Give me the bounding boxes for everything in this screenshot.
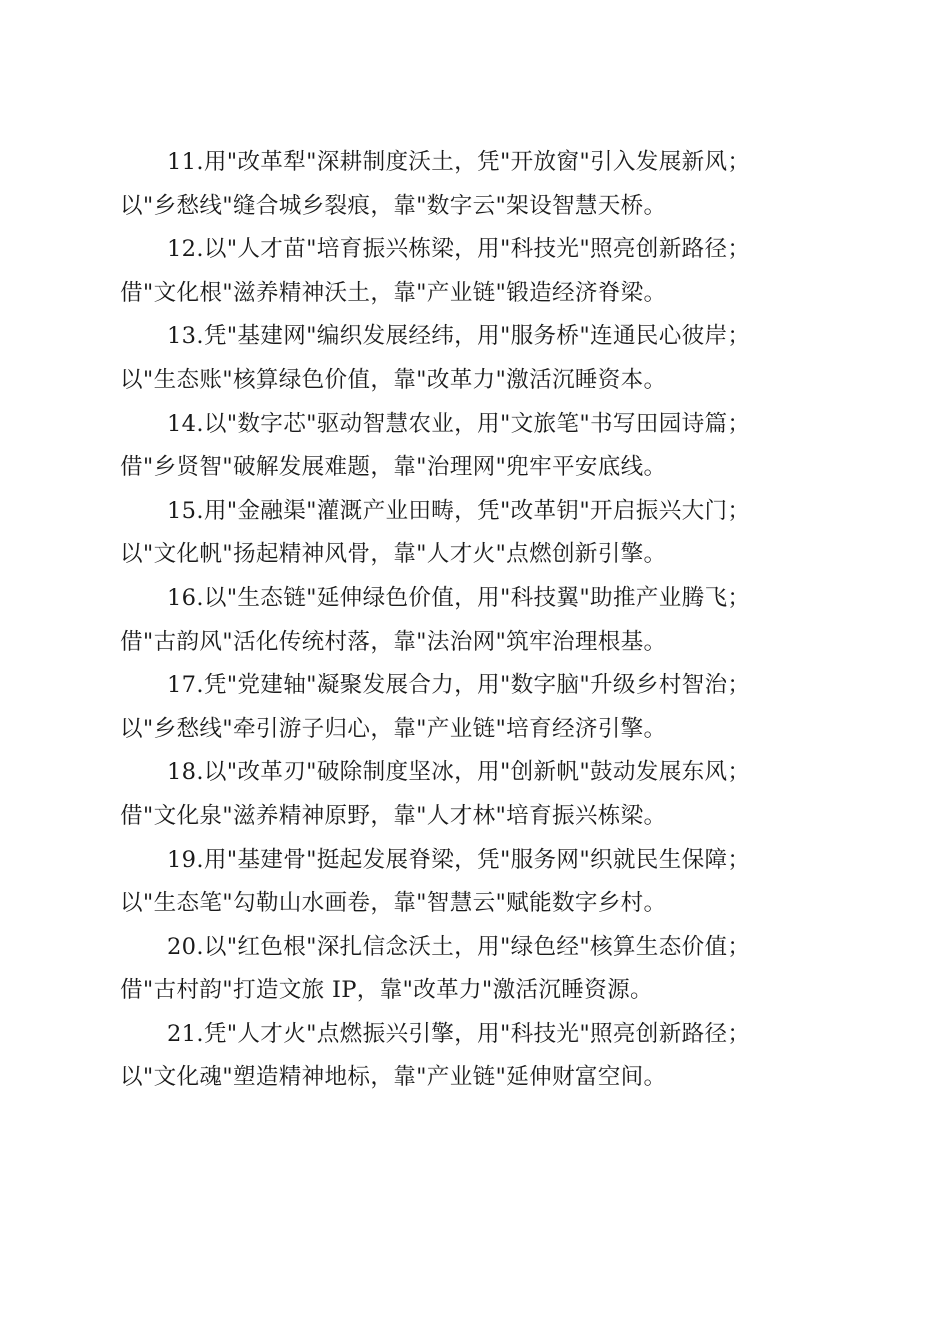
paragraph-line: 借"文化泉"滋养精神原野，靠"人才林"培育振兴栋梁。 xyxy=(120,802,667,829)
paragraph-11 xyxy=(120,141,832,228)
paragraph-17 xyxy=(120,664,832,751)
paragraph-13 xyxy=(120,315,832,402)
paragraph-12 xyxy=(120,228,832,315)
document-body xyxy=(120,141,832,1100)
paragraph-14 xyxy=(120,403,832,490)
paragraph-line: 借"古村韵"打造文旅 IP，靠"改革力"激活沉睡资源。 xyxy=(120,977,653,1004)
paragraph-19 xyxy=(120,839,832,926)
paragraph-line: 15.用"金融渠"灌溉产业田畴，凭"改革钥"开启振兴大门； xyxy=(167,497,751,524)
paragraph-line: 16.以"生态链"延伸绿色价值，用"科技翼"助推产业腾飞； xyxy=(167,584,751,611)
paragraph-line: 以"乡愁线"缝合城乡裂痕，靠"数字云"架设智慧天桥。 xyxy=(120,192,667,219)
paragraph-line: 以"文化帆"扬起精神风骨，靠"人才火"点燃创新引擎。 xyxy=(120,541,667,568)
paragraph-line: 11.用"改革犁"深耕制度沃土，凭"开放窗"引入发展新风； xyxy=(167,149,751,175)
paragraph-15 xyxy=(120,490,832,577)
paragraph-line: 以"生态笔"勾勒山水画卷，靠"智慧云"赋能数字乡村。 xyxy=(120,890,667,917)
paragraph-21 xyxy=(120,1013,832,1100)
paragraph-16 xyxy=(120,577,832,664)
paragraph-20 xyxy=(120,926,832,1013)
paragraph-line: 以"文化魂"塑造精神地标，靠"产业链"延伸财富空间。 xyxy=(120,1064,667,1091)
paragraph-line: 17.凭"党建轴"凝聚发展合力，用"数字脑"升级乡村智治； xyxy=(167,672,751,699)
paragraph-line: 12.以"人才苗"培育振兴栋梁，用"科技光"照亮创新路径； xyxy=(167,236,751,263)
paragraph-line: 14.以"数字芯"驱动智慧农业，用"文旅笔"书写田园诗篇； xyxy=(167,410,751,437)
paragraph-line: 19.用"基建骨"挺起发展脊梁，凭"服务网"织就民生保障； xyxy=(167,846,751,873)
paragraph-line: 21.凭"人才火"点燃振兴引擎，用"科技光"照亮创新路径； xyxy=(167,1020,751,1047)
paragraph-line: 13.凭"基建网"编织发展经纬，用"服务桥"连通民心彼岸； xyxy=(167,323,751,350)
paragraph-line: 借"古韵风"活化传统村落，靠"法治网"筑牢治理根基。 xyxy=(120,628,667,655)
paragraph-line: 借"文化根"滋养精神沃土，靠"产业链"锻造经济脊梁。 xyxy=(120,279,667,306)
paragraph-18 xyxy=(120,751,832,838)
paragraph-line: 以"生态账"核算绿色价值，靠"改革力"激活沉睡资本。 xyxy=(120,366,667,393)
paragraph-line: 20.以"红色根"深扎信念沃土，用"绿色经"核算生态价值； xyxy=(167,933,751,960)
paragraph-line: 借"乡贤智"破解发展难题，靠"治理网"兜牢平安底线。 xyxy=(120,454,667,481)
paragraph-line: 以"乡愁线"牵引游子归心，靠"产业链"培育经济引擎。 xyxy=(120,715,667,742)
paragraph-line: 18.以"改革刃"破除制度坚冰，用"创新帆"鼓动发展东风； xyxy=(167,759,751,786)
